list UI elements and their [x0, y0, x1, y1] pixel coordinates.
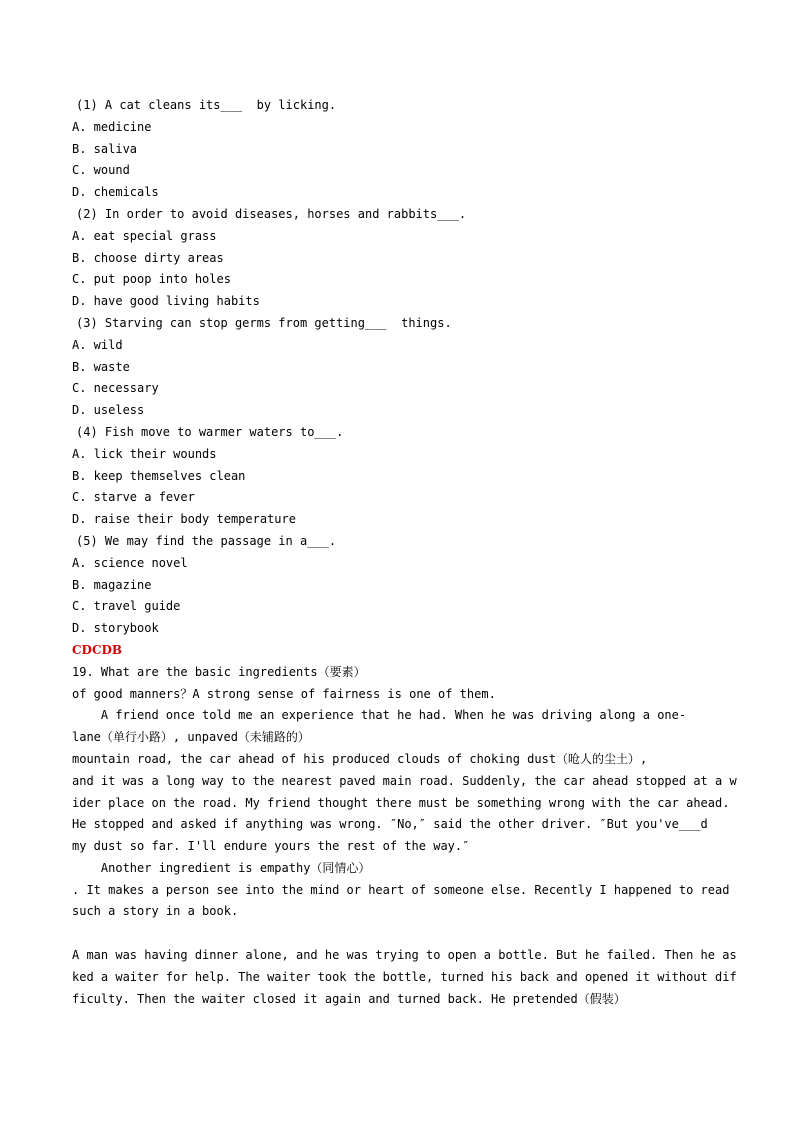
option-b: B. choose dirty areas: [72, 250, 224, 265]
passage-line: my dust so far. I'll endure yours the rest of the way.″: [72, 839, 470, 854]
passage-line: A friend once told me an experience that he had. When he was driving along a one-: [72, 708, 687, 723]
passage-line: Another ingredient is empathy（同情心）: [72, 860, 371, 875]
option-b: B. magazine: [72, 577, 152, 592]
question-stem: (5) We may find the passage in a___.: [76, 533, 337, 548]
question-3: [72, 313, 722, 422]
option-b: B. saliva: [72, 141, 138, 156]
passage-blank-line: [72, 923, 722, 945]
option-d: D. useless: [72, 403, 145, 418]
option-c: C. starve a fever: [72, 490, 195, 505]
option-c: C. put poop into holes: [72, 272, 231, 287]
option-a: A. eat special grass: [72, 228, 217, 243]
question-stem: (3) Starving can stop germs from getting___ things.: [76, 315, 452, 330]
question-stem: (2) In order to avoid diseases, horses and rabbits___.: [76, 206, 467, 221]
option-a: A. science novel: [72, 555, 188, 570]
question-stem: (4) Fish move to warmer waters to___.: [76, 424, 344, 439]
passage-line: such a story in a book.: [72, 904, 239, 919]
passage-line: ficulty. Then the waiter closed it again and turned back. He pretended（假装）: [72, 991, 626, 1006]
passage-19: [72, 662, 737, 1011]
passage-line: 19. What are the basic ingredients（要素）: [72, 664, 366, 679]
question-1: [72, 95, 722, 204]
passage-line: . It makes a person see into the mind or heart of someone else. Recently I happened to read: [72, 882, 730, 897]
option-b: B. waste: [72, 359, 130, 374]
passage-line: of good manners？A strong sense of fairness is one of them.: [72, 686, 496, 701]
passage-line: lane（单行小路）, unpaved（未铺路的）: [72, 730, 310, 745]
option-a: A. wild: [72, 337, 123, 352]
option-d: D. have good living habits: [72, 294, 260, 309]
question-5: [72, 531, 722, 640]
passage-line: ider place on the road. My friend thought there must be something wrong with the car ahead.: [72, 795, 730, 810]
passage-line: He stopped and asked if anything was wrong. ″No,″ said the other driver. ″But you've___d: [72, 817, 708, 832]
answer-key: CDCDB: [72, 642, 123, 657]
option-b: B. keep themselves clean: [72, 468, 246, 483]
option-d: D. raise their body temperature: [72, 512, 296, 527]
document-content: [72, 95, 737, 1010]
option-c: C. travel guide: [72, 599, 181, 614]
passage-line: ked a waiter for help. The waiter took the bottle, turned his back and opened it without dif: [72, 969, 737, 984]
option-c: C. wound: [72, 163, 130, 178]
question-stem: (1) A cat cleans its___ by licking.: [76, 98, 337, 112]
passage-line: mountain road, the car ahead of his produced clouds of choking dust（呛人的尘土）,: [72, 751, 648, 766]
option-d: D. storybook: [72, 621, 159, 636]
question-4: [72, 422, 722, 531]
option-d: D. chemicals: [72, 185, 159, 200]
option-a: A. lick their wounds: [72, 446, 217, 461]
passage-line: and it was a long way to the nearest paved main road. Suddenly, the car ahead stopped at a w: [72, 773, 737, 788]
passage-line: A man was having dinner alone, and he was trying to open a bottle. But he failed. Then he as: [72, 948, 737, 963]
option-a: A. medicine: [72, 119, 152, 134]
question-2: [72, 204, 722, 313]
option-c: C. necessary: [72, 381, 159, 396]
